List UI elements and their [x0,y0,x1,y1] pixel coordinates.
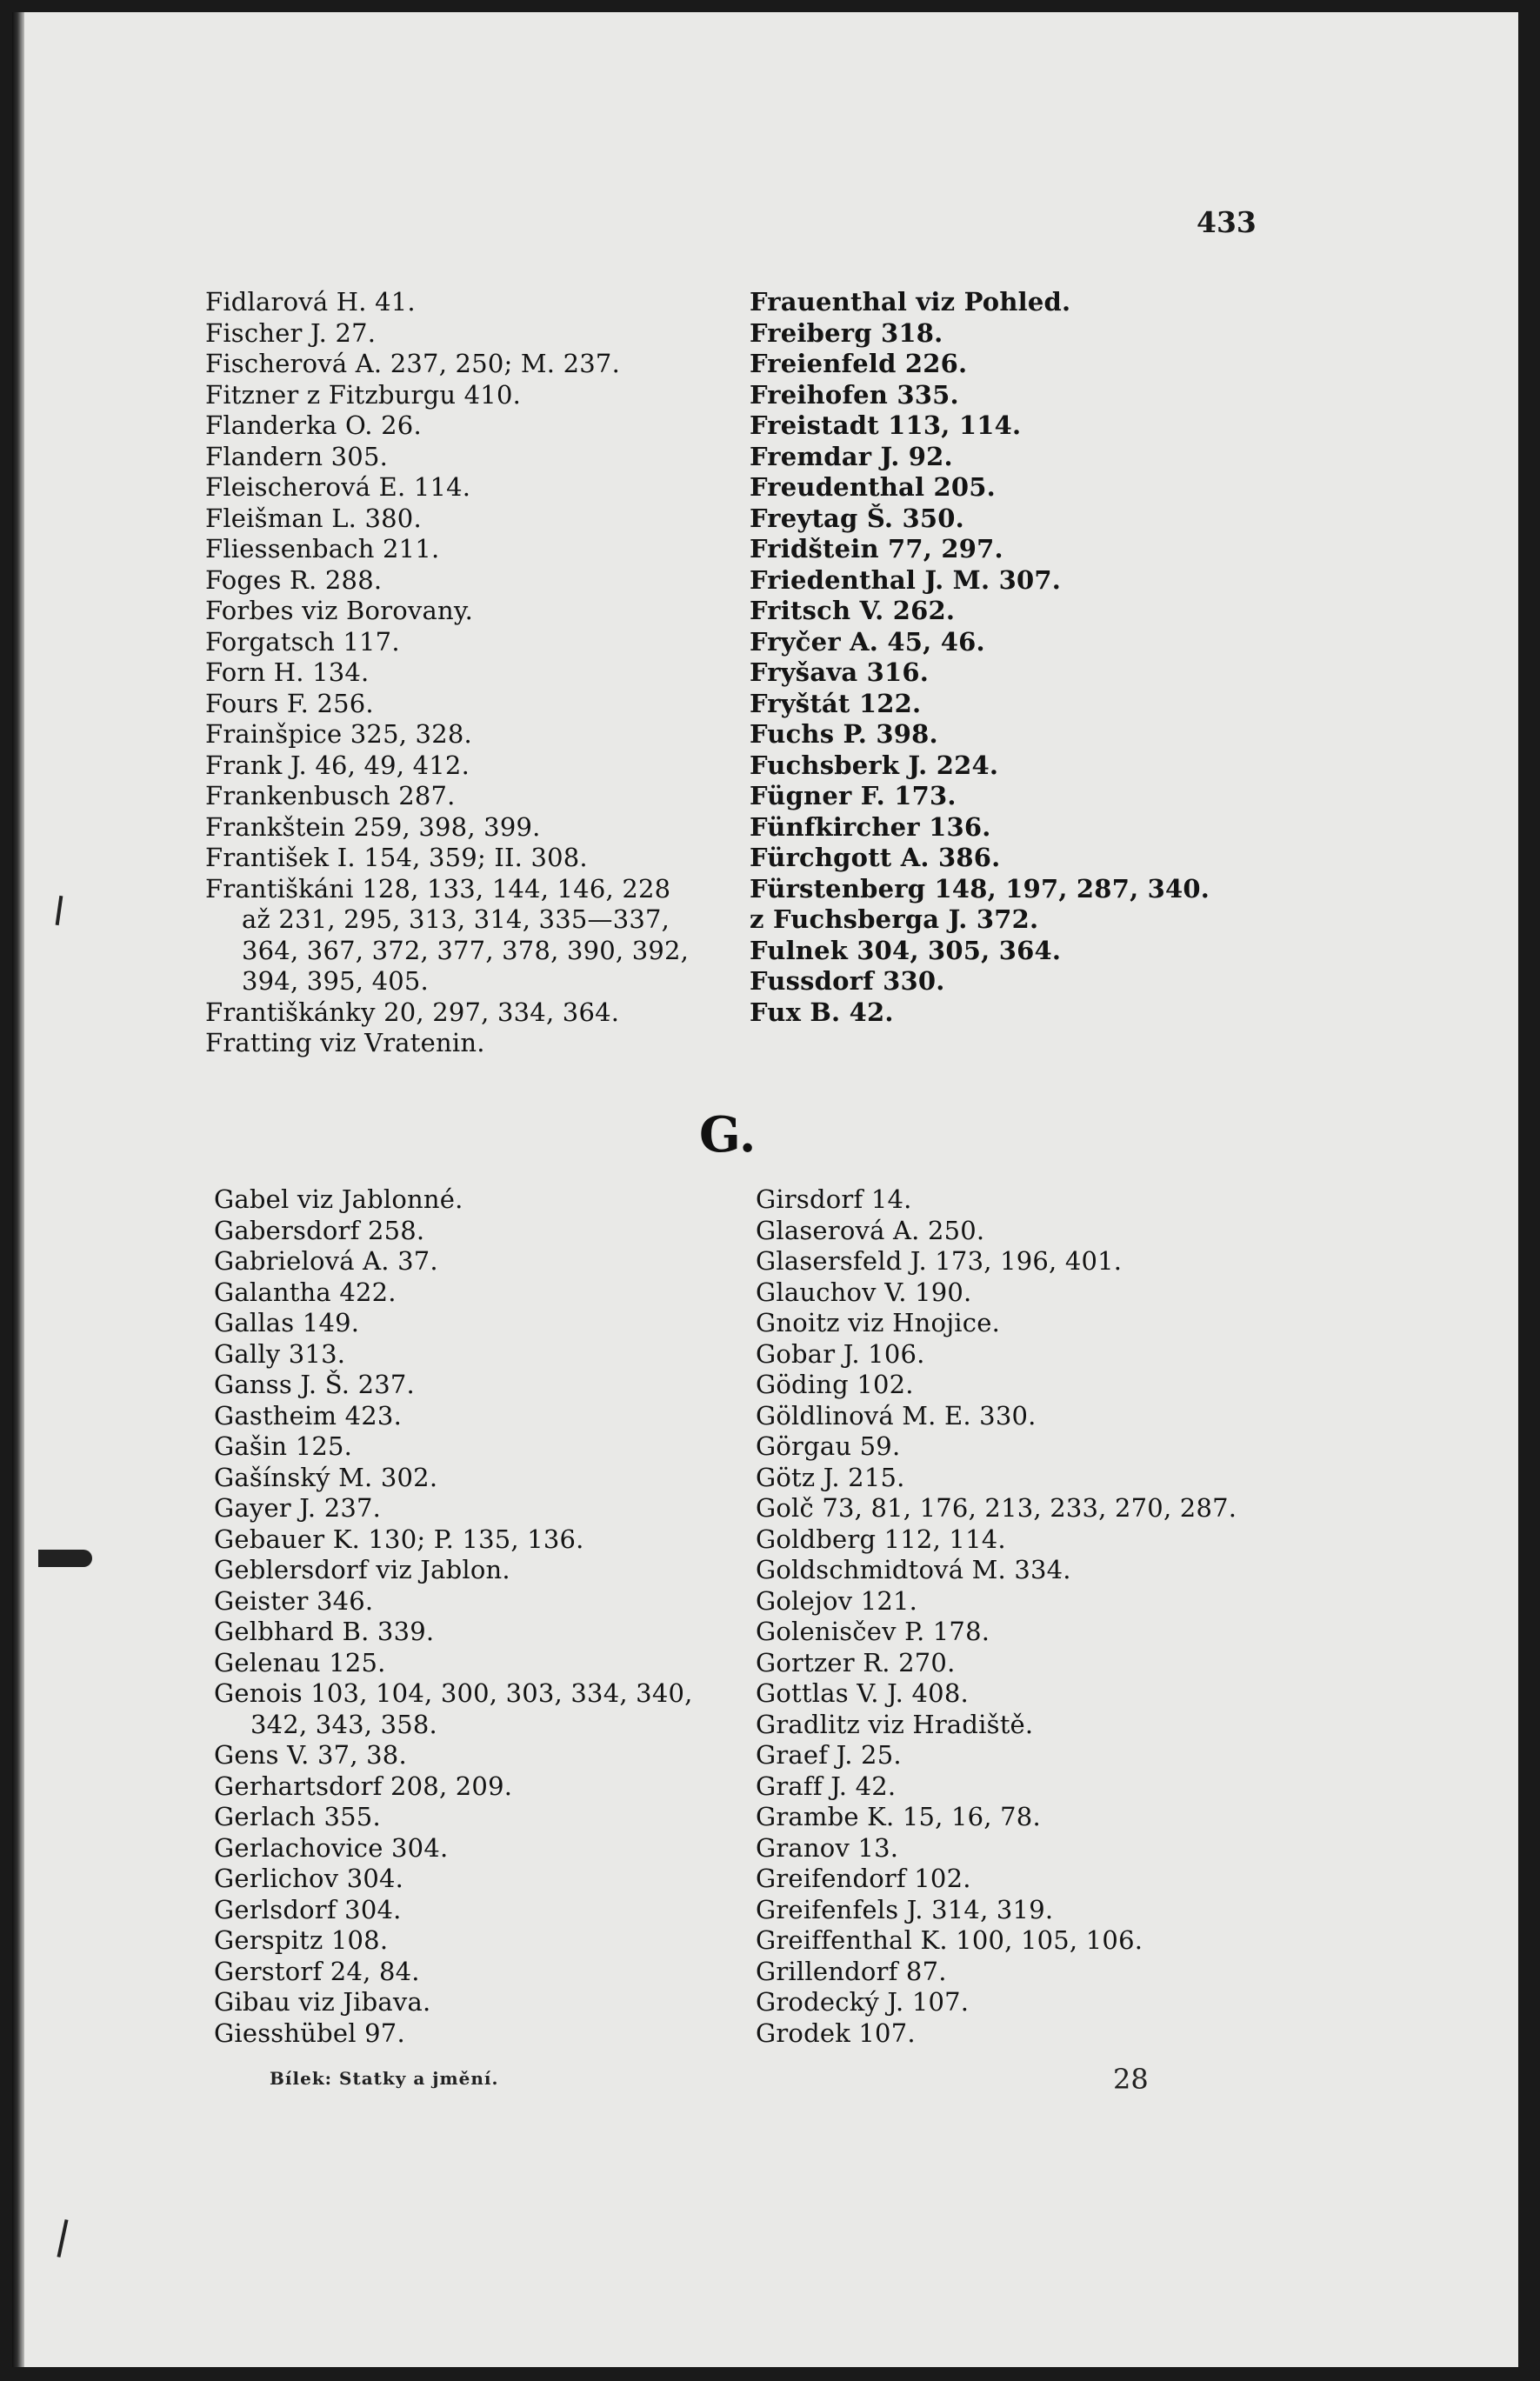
index-entry: Freistadt 113, 114. [750,410,1022,440]
index-entry: Frauenthal viz Pohled. [750,287,1071,317]
index-entry: Fliessenbach 211. [205,534,440,564]
index-entry: Gayer J. 237. [214,1493,382,1523]
index-entry: Freiberg 318. [750,317,943,348]
page-number: 433 [1197,205,1257,239]
index-entry: Göding 102. [756,1370,914,1399]
index-entry: Fuchs P. 398. [750,719,938,749]
index-entry: Fidlarová H. 41. [205,287,416,317]
index-entry: Freytag Š. 350. [750,503,964,533]
index-page [12,12,1518,2367]
index-entry: Grillendorf 87. [756,1956,947,1986]
index-entry: Gobar J. 106. [756,1338,925,1369]
index-entry: 364, 367, 372, 377, 378, 390, 392, [242,935,690,965]
index-entry: Glasersfeld J. 173, 196, 401. [756,1246,1123,1276]
index-entry: Fügner F. 173. [750,781,957,810]
index-entry: Frank J. 46, 49, 412. [205,750,470,780]
index-entry: Gerhartsdorf 208, 209. [214,1771,513,1801]
scan-mark [56,896,63,925]
index-entry: Fremdar J. 92. [750,441,953,471]
index-entry: Gerspitz 108. [214,1925,389,1955]
index-entry: Fryšava 316. [750,657,930,687]
index-entry: Gerlichov 304. [214,1864,404,1893]
index-entry: Gastheim 423. [214,1400,402,1431]
index-entry: Goldberg 112, 114. [756,1524,1006,1554]
index-entry: Fleischerová E. 114. [205,472,471,502]
index-entry: Gabersdorf 258. [214,1215,425,1245]
index-entry: Greiffenthal K. 100, 105, 106. [756,1925,1143,1955]
index-entry: Gabel viz Jablonné. [214,1184,463,1214]
index-entry: Götz J. 215. [756,1462,905,1492]
index-entry: Göldlinová M. E. 330. [756,1400,1037,1431]
index-entry: Grodek 107. [756,2018,916,2048]
index-entry: Greifenfels J. 314, 319. [756,1894,1054,1924]
index-entry: Glaserová A. 250. [756,1215,985,1245]
binding-edge [12,12,24,2367]
index-entry: Forn H. 134. [205,657,370,687]
index-entry: Fulnek 304, 305, 364. [750,935,1062,965]
scan-mark [38,1550,92,1567]
index-entry: Genois 103, 104, 300, 303, 334, 340, [214,1678,693,1708]
index-column-4 [756,1184,1237,2049]
index-entry: Freienfeld 226. [750,349,968,378]
index-entry: Freihofen 335. [750,379,959,410]
index-column-1 [205,287,689,1059]
index-entry: Fleišman L. 380. [205,503,422,533]
index-entry: Fritsch V. 262. [750,596,956,625]
index-entry: Flandern 305. [205,441,389,471]
index-entry: Fischerová A. 237, 250; M. 237. [205,349,620,378]
index-entry: Gašin 125. [214,1431,353,1461]
index-entry: Golč 73, 81, 176, 213, 233, 270, 287. [756,1493,1237,1523]
index-entry: Galantha 422. [214,1277,397,1307]
index-entry: Gradlitz viz Hradiště. [756,1709,1034,1739]
footer-sheet-number: 28 [1113,2063,1149,2096]
index-entry: Fürstenberg 148, 197, 287, 340. [750,873,1210,904]
index-entry: Fux B. 42. [750,997,894,1027]
index-entry: Friedenthal J. M. 307. [750,564,1062,595]
index-entry: Granov 13. [756,1832,899,1863]
index-entry: Gabrielová A. 37. [214,1246,438,1276]
index-entry: Golejov 121. [756,1585,918,1616]
index-entry: Gerlachovice 304. [214,1832,449,1863]
section-letter-heading: G. [699,1106,757,1164]
index-entry: Fuchsberk J. 224. [750,750,999,780]
index-entry: Ganss J. Š. 237. [214,1370,415,1399]
index-entry: Gottlas V. J. 408. [756,1678,969,1708]
index-entry: Flanderka O. 26. [205,410,422,440]
index-entry: Frankenbusch 287. [205,781,456,810]
index-entry: Golenisčev P. 178. [756,1617,990,1646]
index-entry: Fürchgott A. 386. [750,843,1001,872]
index-entry: Gerstorf 24, 84. [214,1956,420,1986]
index-entry: Gelenau 125. [214,1647,386,1677]
index-entry: František I. 154, 359; II. 308. [205,843,588,872]
index-entry: Graff J. 42. [756,1771,897,1801]
index-entry: Grodecký J. 107. [756,1987,970,2017]
index-entry: Girsdorf 14. [756,1184,912,1214]
index-entry: Giesshübel 97. [214,2018,405,2048]
index-entry: Fussdorf 330. [750,966,945,996]
index-entry: Fitzner z Fitzburgu 410. [205,379,522,410]
index-entry: až 231, 295, 313, 314, 335—337, [242,904,670,934]
index-entry: Goldschmidtová M. 334. [756,1555,1071,1584]
index-entry: Fünfkircher 136. [750,811,991,842]
index-entry: Gallas 149. [214,1308,360,1337]
index-column-3 [214,1184,693,2049]
index-entry: Foges R. 288. [205,564,383,595]
index-entry: Františkáni 128, 133, 144, 146, 228 [205,873,671,904]
index-entry: Forgatsch 117. [205,626,400,657]
index-entry: Fischer J. 27. [205,317,377,348]
scan-mark [57,2219,68,2258]
index-entry: Freudenthal 205. [750,472,996,502]
index-entry: z Fuchsberga J. 372. [750,904,1039,934]
index-entry: Gally 313. [214,1338,346,1369]
index-entry: Gortzer R. 270. [756,1647,956,1677]
index-entry: Geblersdorf viz Jablon. [214,1555,510,1584]
index-entry: Fridštein 77, 297. [750,534,1003,564]
index-entry: Gnoitz viz Hnojice. [756,1308,1000,1337]
index-column-2 [750,287,1210,1028]
index-entry: 394, 395, 405. [242,966,429,996]
index-entry: Gerlach 355. [214,1802,381,1831]
index-entry: Frankštein 259, 398, 399. [205,811,541,842]
index-entry: Fryštát 122. [750,688,922,718]
footer-signature: Bílek: Statky a jmění. [270,2068,499,2089]
index-entry: Gelbhard B. 339. [214,1617,435,1646]
index-entry: Grambe K. 15, 16, 78. [756,1802,1041,1831]
index-entry: Gens V. 37, 38. [214,1740,407,1770]
index-entry: Fratting viz Vratenin. [205,1028,485,1057]
index-entry: Fryčer A. 45, 46. [750,626,985,657]
index-entry: Gebauer K. 130; P. 135, 136. [214,1524,584,1554]
index-entry: Graef J. 25. [756,1740,902,1770]
index-entry: Forbes viz Borovany. [205,596,474,625]
index-entry: Geister 346. [214,1585,374,1616]
index-entry: Františkánky 20, 297, 334, 364. [205,997,620,1027]
index-entry: 342, 343, 358. [250,1709,437,1739]
index-entry: Gerlsdorf 304. [214,1894,402,1924]
index-entry: Gibau viz Jibava. [214,1987,431,2017]
index-entry: Frainšpice 325, 328. [205,719,472,749]
index-entry: Greifendorf 102. [756,1864,971,1893]
index-entry: Glauchov V. 190. [756,1277,972,1307]
index-entry: Görgau 59. [756,1431,901,1461]
index-entry: Fours F. 256. [205,688,374,718]
index-entry: Gašínský M. 302. [214,1462,438,1492]
